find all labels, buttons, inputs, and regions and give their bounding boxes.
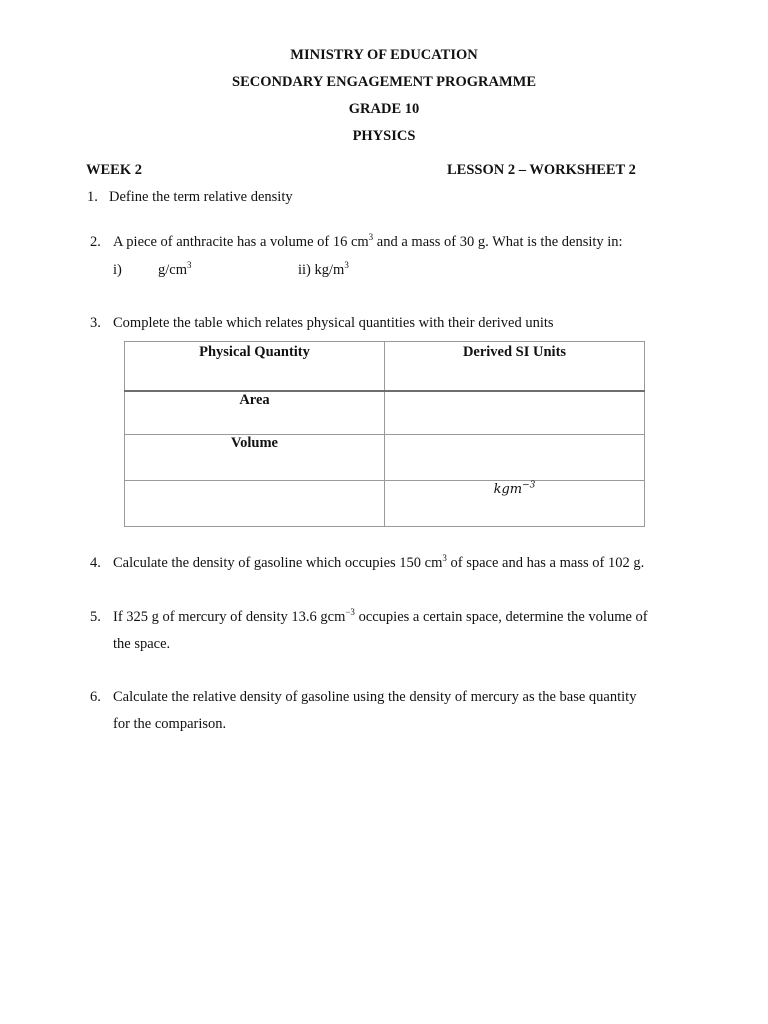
unit-base: kgm [493,482,523,497]
q3-text: Complete the table which relates physical quantities with their derived units [113,315,554,331]
q4-text-part-b: of space and has a mass of 102 g. [446,555,645,571]
lesson-label: LESSON 2 – WORKSHEET 2 [447,162,636,178]
table-row [125,435,645,481]
q2-part-i-label: i) [113,262,122,278]
q6-text: Calculate the relative density of gasoline using the density of mercury as the base quantity [113,689,637,705]
q2-number: 2. [90,234,101,250]
q2-text-part-b: and a mass of 30 g. What is the density in: [373,234,623,250]
programme-heading: SECONDARY ENGAGEMENT PROGRAMME [232,74,536,90]
q2-part-i-unit [158,262,192,279]
q5-text-continued: the space. [113,636,171,652]
quantity-cell: Volume [125,435,385,481]
units-table [124,341,645,527]
unit-cell [385,391,645,435]
table-row [125,391,645,435]
unit-sup: −3 [522,480,536,491]
table-row [125,481,645,527]
q2-part-i-unit-text: g/cm [158,262,187,278]
q2-part-i-sup: 3 [187,260,192,271]
q1-number: 1. [87,189,98,205]
q5-superscript: −3 [345,607,355,618]
unit-cell [385,481,645,527]
quantity-cell: Area [125,391,385,435]
subject-heading: PHYSICS [352,128,416,144]
q1-text: Define the term relative density [109,189,293,205]
q5-text-part-a: If 325 g of mercury of density 13.6 gcm [113,609,346,625]
ministry-heading: MINISTRY OF EDUCATION [290,47,478,63]
q2-part-ii-text: ii) kg/m [298,262,345,278]
q6-number: 6. [90,689,101,705]
q2-text [113,234,623,251]
q2-text-part-a: A piece of anthracite has a volume of 16 cm [113,234,369,250]
q2-superscript: 3 [368,232,374,243]
q4-text [113,555,644,572]
q5-text [113,609,648,626]
q4-number: 4. [90,555,101,571]
q5-text-part-b: occupies a certain space, determine the volume of [354,609,648,625]
quantity-cell [125,481,385,527]
q5-number: 5. [90,609,101,625]
header-physical-quantity: Physical Quantity [125,342,385,392]
table-header-row [125,342,645,392]
q6-text-continued: for the comparison. [113,716,227,732]
q4-superscript: 3 [442,553,447,564]
q2-part-ii-sup: 3 [344,260,349,271]
q4-text-part-a: Calculate the density of gasoline which occupies 150 cm [113,555,443,571]
grade-heading: GRADE 10 [348,101,420,117]
unit-cell [385,435,645,481]
header-derived-si-units: Derived SI Units [385,342,645,392]
q2-part-ii [298,262,349,279]
week-label: WEEK 2 [86,162,142,178]
q3-number: 3. [90,315,101,331]
unit-kgm-text [494,482,536,497]
